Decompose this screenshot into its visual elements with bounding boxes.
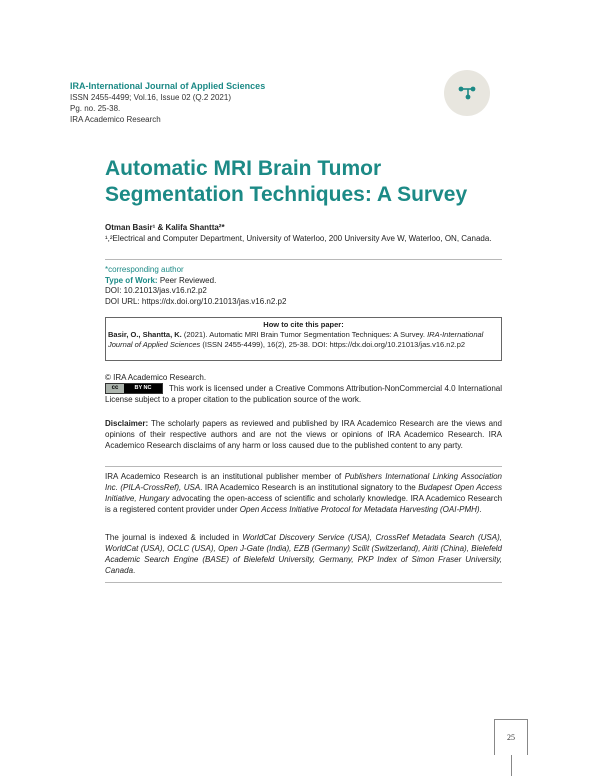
journal-name: IRA-International Journal of Applied Sciences <box>70 81 266 91</box>
disclaimer-label: Disclaimer: <box>105 419 149 428</box>
member-oai-pmh: Open Access Initiative Protocol for Metadata Harvesting (OAI-PMH) <box>239 505 480 514</box>
citation-part-2: (ISSN 2455-4499), 16(2), 25-38. DOI: <box>200 340 328 349</box>
citation-text <box>108 330 499 350</box>
author-block <box>105 222 500 244</box>
article-title <box>105 156 505 208</box>
indexed-text-2: . <box>133 566 136 575</box>
member-text-3: advocating the open-access of scientific and scholarly knowledge. IRA Academico Research is a registered content provider under <box>105 494 503 514</box>
doi: DOI: 10.21013/jas.v16.n2.p2 <box>105 286 207 295</box>
cc-license-badge[interactable] <box>105 383 163 394</box>
license-text: This work is licensed under a Creative Commons Attribution-NonCommercial 4.0 International License subject to a proper citation to the publication source of the work. <box>105 384 502 404</box>
member-pila: Publishers International Linking Association Inc. (PILA-CrossRef), USA <box>105 472 502 492</box>
cc-icon: cc <box>106 384 124 393</box>
citation-journal: IRA-International Journal of Applied Sciences <box>108 330 484 349</box>
disclaimer-text: The scholarly papers as reviewed and published by IRA Academico Research are the views and opinions of their respective authors and are not the views or opinions of IRA Academico Research. IRA Academico Research disclaims of any harm or loss caused due to the published content to any party. <box>105 419 502 450</box>
page-number: 25 <box>494 719 528 755</box>
indexed-services: WorldCat Discovery Service (USA), CrossRef Metadata Search (USA), WorldCat (USA), OCLC (USA), Open J-Gate (India), EZB (Germany) Scilit (Switzerland), Airiti (China), Bielefeld Academic Search Engine (BASE) of Bielefeld University, Germany, PKP Index of Simon Fraser University, Canada <box>105 533 502 575</box>
author-names: Otman Basir¹ & Kalifa Shantta²* <box>105 223 225 232</box>
membership-statement <box>105 471 502 515</box>
divider <box>105 259 502 260</box>
disclaimer <box>105 418 502 451</box>
work-type-value: Peer Reviewed. <box>157 275 217 285</box>
work-type-label: Type of Work: <box>105 275 158 285</box>
title-line-1: Automatic MRI Brain Tumor <box>105 157 382 180</box>
indexing-statement <box>105 532 502 576</box>
copyright-notice: © IRA Academico Research. <box>105 373 207 382</box>
member-budapest: Budapest Open Access Initiative, Hungary <box>105 483 503 503</box>
doi-url-link[interactable]: DOI URL: https://dx.doi.org/10.21013/jas.v16.n2.p2 <box>105 296 287 306</box>
page-number-stem <box>511 755 512 776</box>
journal-logo <box>444 70 490 116</box>
citation-box <box>105 317 502 361</box>
journal-pages: Pg. no. 25-38. <box>70 104 121 113</box>
divider <box>105 582 502 583</box>
cc-by-nc-label: BY NC <box>124 384 162 393</box>
journal-publisher: IRA Academico Research <box>70 115 161 124</box>
license-notice <box>105 383 502 405</box>
indexed-text-1: The journal is indexed & included in <box>105 533 243 542</box>
citation-heading: How to cite this paper: <box>263 320 344 329</box>
corresponding-author: *corresponding author <box>105 265 184 274</box>
member-text-2: . IRA Academico Research is an institutional signatory to the <box>200 483 419 492</box>
member-text-1: IRA Academico Research is an institutional publisher member of <box>105 472 345 481</box>
member-text-4: . <box>479 505 482 514</box>
work-type <box>105 276 500 287</box>
author-affiliation: ¹,²Electrical and Computer Department, University of Waterloo, 200 University Ave W, Waterloo, ON, Canada. <box>105 234 492 243</box>
divider <box>105 466 502 467</box>
citation-part-1: (2021). Automatic MRI Brain Tumor Segmentation Techniques: A Survey. <box>181 330 425 339</box>
citation-authors: Basir, O., Shantta, K. <box>108 330 182 339</box>
article-meta <box>105 265 500 307</box>
journal-issn: ISSN 2455-4499; Vol.16, Issue 02 (Q.2 2021) <box>70 93 231 102</box>
network-nodes-icon <box>457 84 477 102</box>
title-line-2: Segmentation Techniques: A Survey <box>105 183 468 206</box>
journal-header <box>70 81 400 125</box>
citation-url-link[interactable]: https://dx.doi.org/10.21013/jas.v16.n2.p2 <box>329 340 466 349</box>
